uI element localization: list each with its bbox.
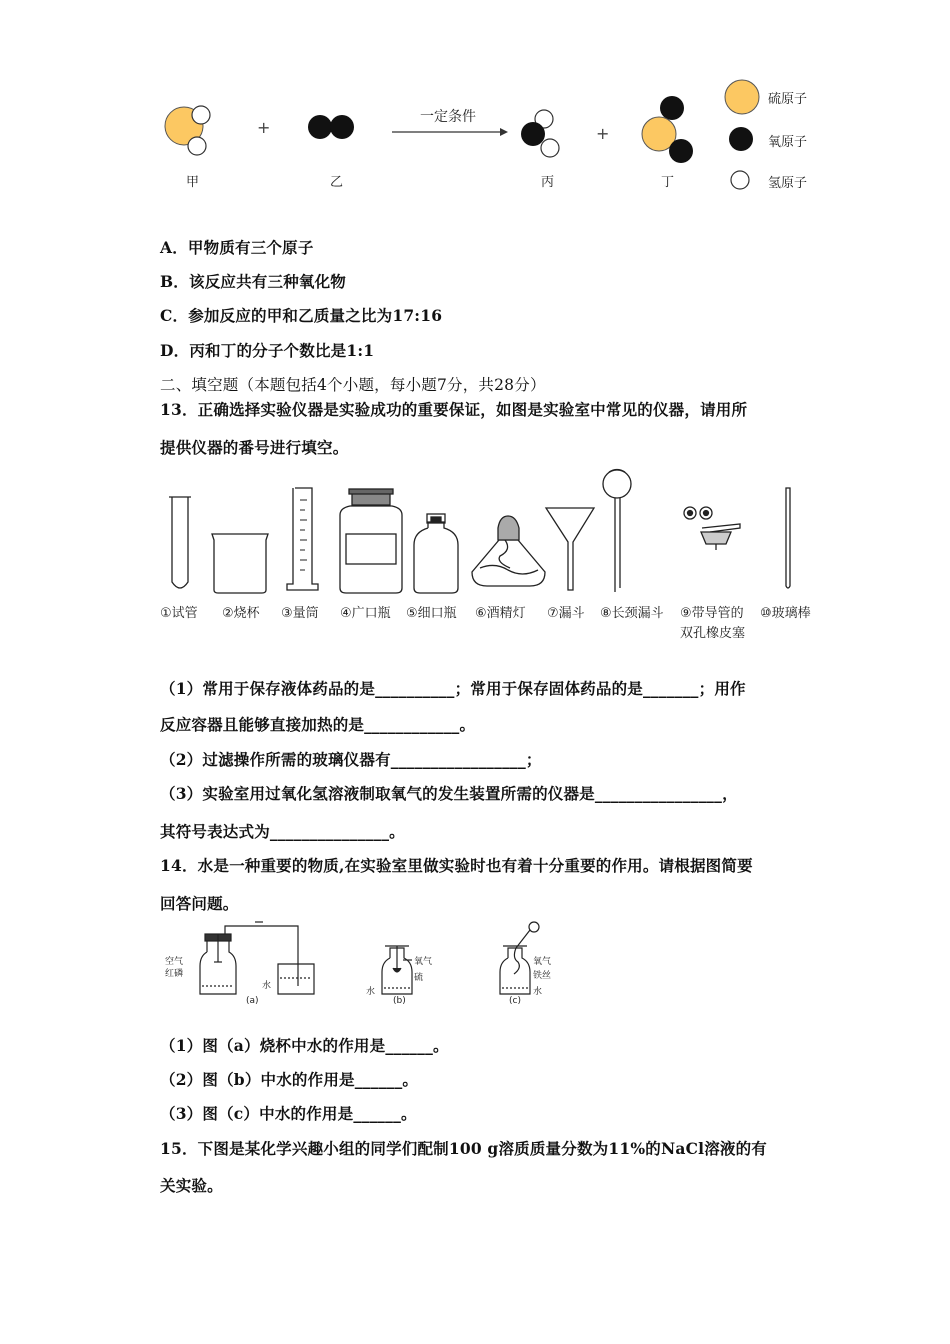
q13-stem-line1: 13．正确选择实验仪器是实验成功的重要保证，如图是实验室中常见的仪器，请用所 [160,400,748,419]
instrument-6-label: ⑥酒精灯 [475,606,526,621]
instrument-4-label: ④广口瓶 [340,606,391,621]
fig-b-water: 水 [366,987,376,997]
instrument-8-label: ⑧长颈漏斗 [600,606,664,621]
molecule-bing [521,110,559,157]
instrument-5-label: ⑤细口瓶 [406,606,457,621]
fig-c-iron-wire: 铁丝 [533,971,552,981]
fig-a-water: 水 [262,981,272,991]
q15-stem-line2: 关实验。 [160,1176,223,1195]
option-a: A．甲物质有三个原子 [160,238,314,257]
legend-sulfur: 硫原子 [768,92,808,107]
molecule-yi [308,115,354,139]
section-heading: 二、填空题（本题包括4个小题，每小题7分，共28分） [160,376,546,394]
legend-oxygen: 氧原子 [768,135,808,150]
legend-sulfur-icon [725,80,759,114]
instrument-10-label: ⑩玻璃棒 [760,606,811,621]
q15-stem-line1: 15．下图是某化学兴趣小组的同学们配制100 g溶质质量分数为11%的NaCl溶液的有 [160,1139,767,1158]
label-bing: 丙 [541,175,555,190]
instrument-9-label-line2: 双孔橡皮塞 [680,626,746,641]
q13-part3-line1: （3）实验室用过氧化氢溶液制取氧气的发生装置所需的仪器是________________， [160,784,738,803]
q14-stem-line1: 14．水是一种重要的物质,在实验室里做实验时也有着十分重要的作用。请根据图简要 [160,856,753,875]
instrument-3-label: ③量筒 [281,606,319,621]
fig-a-air: 空气 [165,957,184,967]
fig-c-water: 水 [533,987,543,997]
q13-part1-line2: 反应容器且能够直接加热的是____________。 [160,715,476,734]
fig-c-oxygen: 氧气 [533,957,552,967]
q13-stem-line2: 提供仪器的番号进行填空。 [160,438,349,457]
fig-c-caption: (c) [509,996,521,1006]
legend-hydrogen-icon [731,171,749,189]
legend-oxygen-icon [729,127,753,151]
reaction-diagram [0,0,950,200]
instrument-9-label: ⑨带导管的 [680,606,744,621]
instrument-7-label: ⑦漏斗 [547,606,585,621]
label-yi: 乙 [330,175,344,190]
instrument-2-label: ②烧杯 [222,606,260,621]
fig-b-oxygen: 氧气 [414,957,433,967]
option-b: B．该反应共有三种氧化物 [160,272,347,291]
option-d: D．丙和丁的分子个数比是1:1 [160,341,375,360]
fig-a-caption: (a) [246,996,259,1006]
legend-hydrogen: 氢原子 [768,176,808,191]
q14-part3: （3）图（c）中水的作用是______。 [160,1104,417,1123]
fig-b-sulfur: 硫 [414,973,424,983]
molecule-jia [165,106,210,155]
q13-part3-line2: 其符号表达式为_______________。 [160,822,405,841]
q13-part2: （2）过滤操作所需的玻璃仪器有_________________； [160,750,542,769]
instrument-1-label: ①试管 [160,606,198,621]
fig-b-caption: (b) [393,996,406,1006]
reaction-condition: 一定条件 [420,109,476,125]
label-ding: 丁 [661,175,675,190]
label-jia: 甲 [186,175,200,190]
svg-text:+: + [257,118,271,137]
option-c: C．参加反应的甲和乙质量之比为17:16 [160,306,443,325]
q14-stem-line2: 回答问题。 [160,894,239,913]
fig-a-phosphorus: 红磷 [165,969,184,979]
svg-text:+: + [596,124,610,143]
q14-part1: （1）图（a）烧杯中水的作用是______。 [160,1036,449,1055]
molecule-ding [642,96,693,163]
q13-part1-line1: （1）常用于保存液体药品的是__________；常用于保存固体药品的是_______；用作 [160,679,746,698]
q14-part2: （2）图（b）中水的作用是______。 [160,1070,419,1089]
